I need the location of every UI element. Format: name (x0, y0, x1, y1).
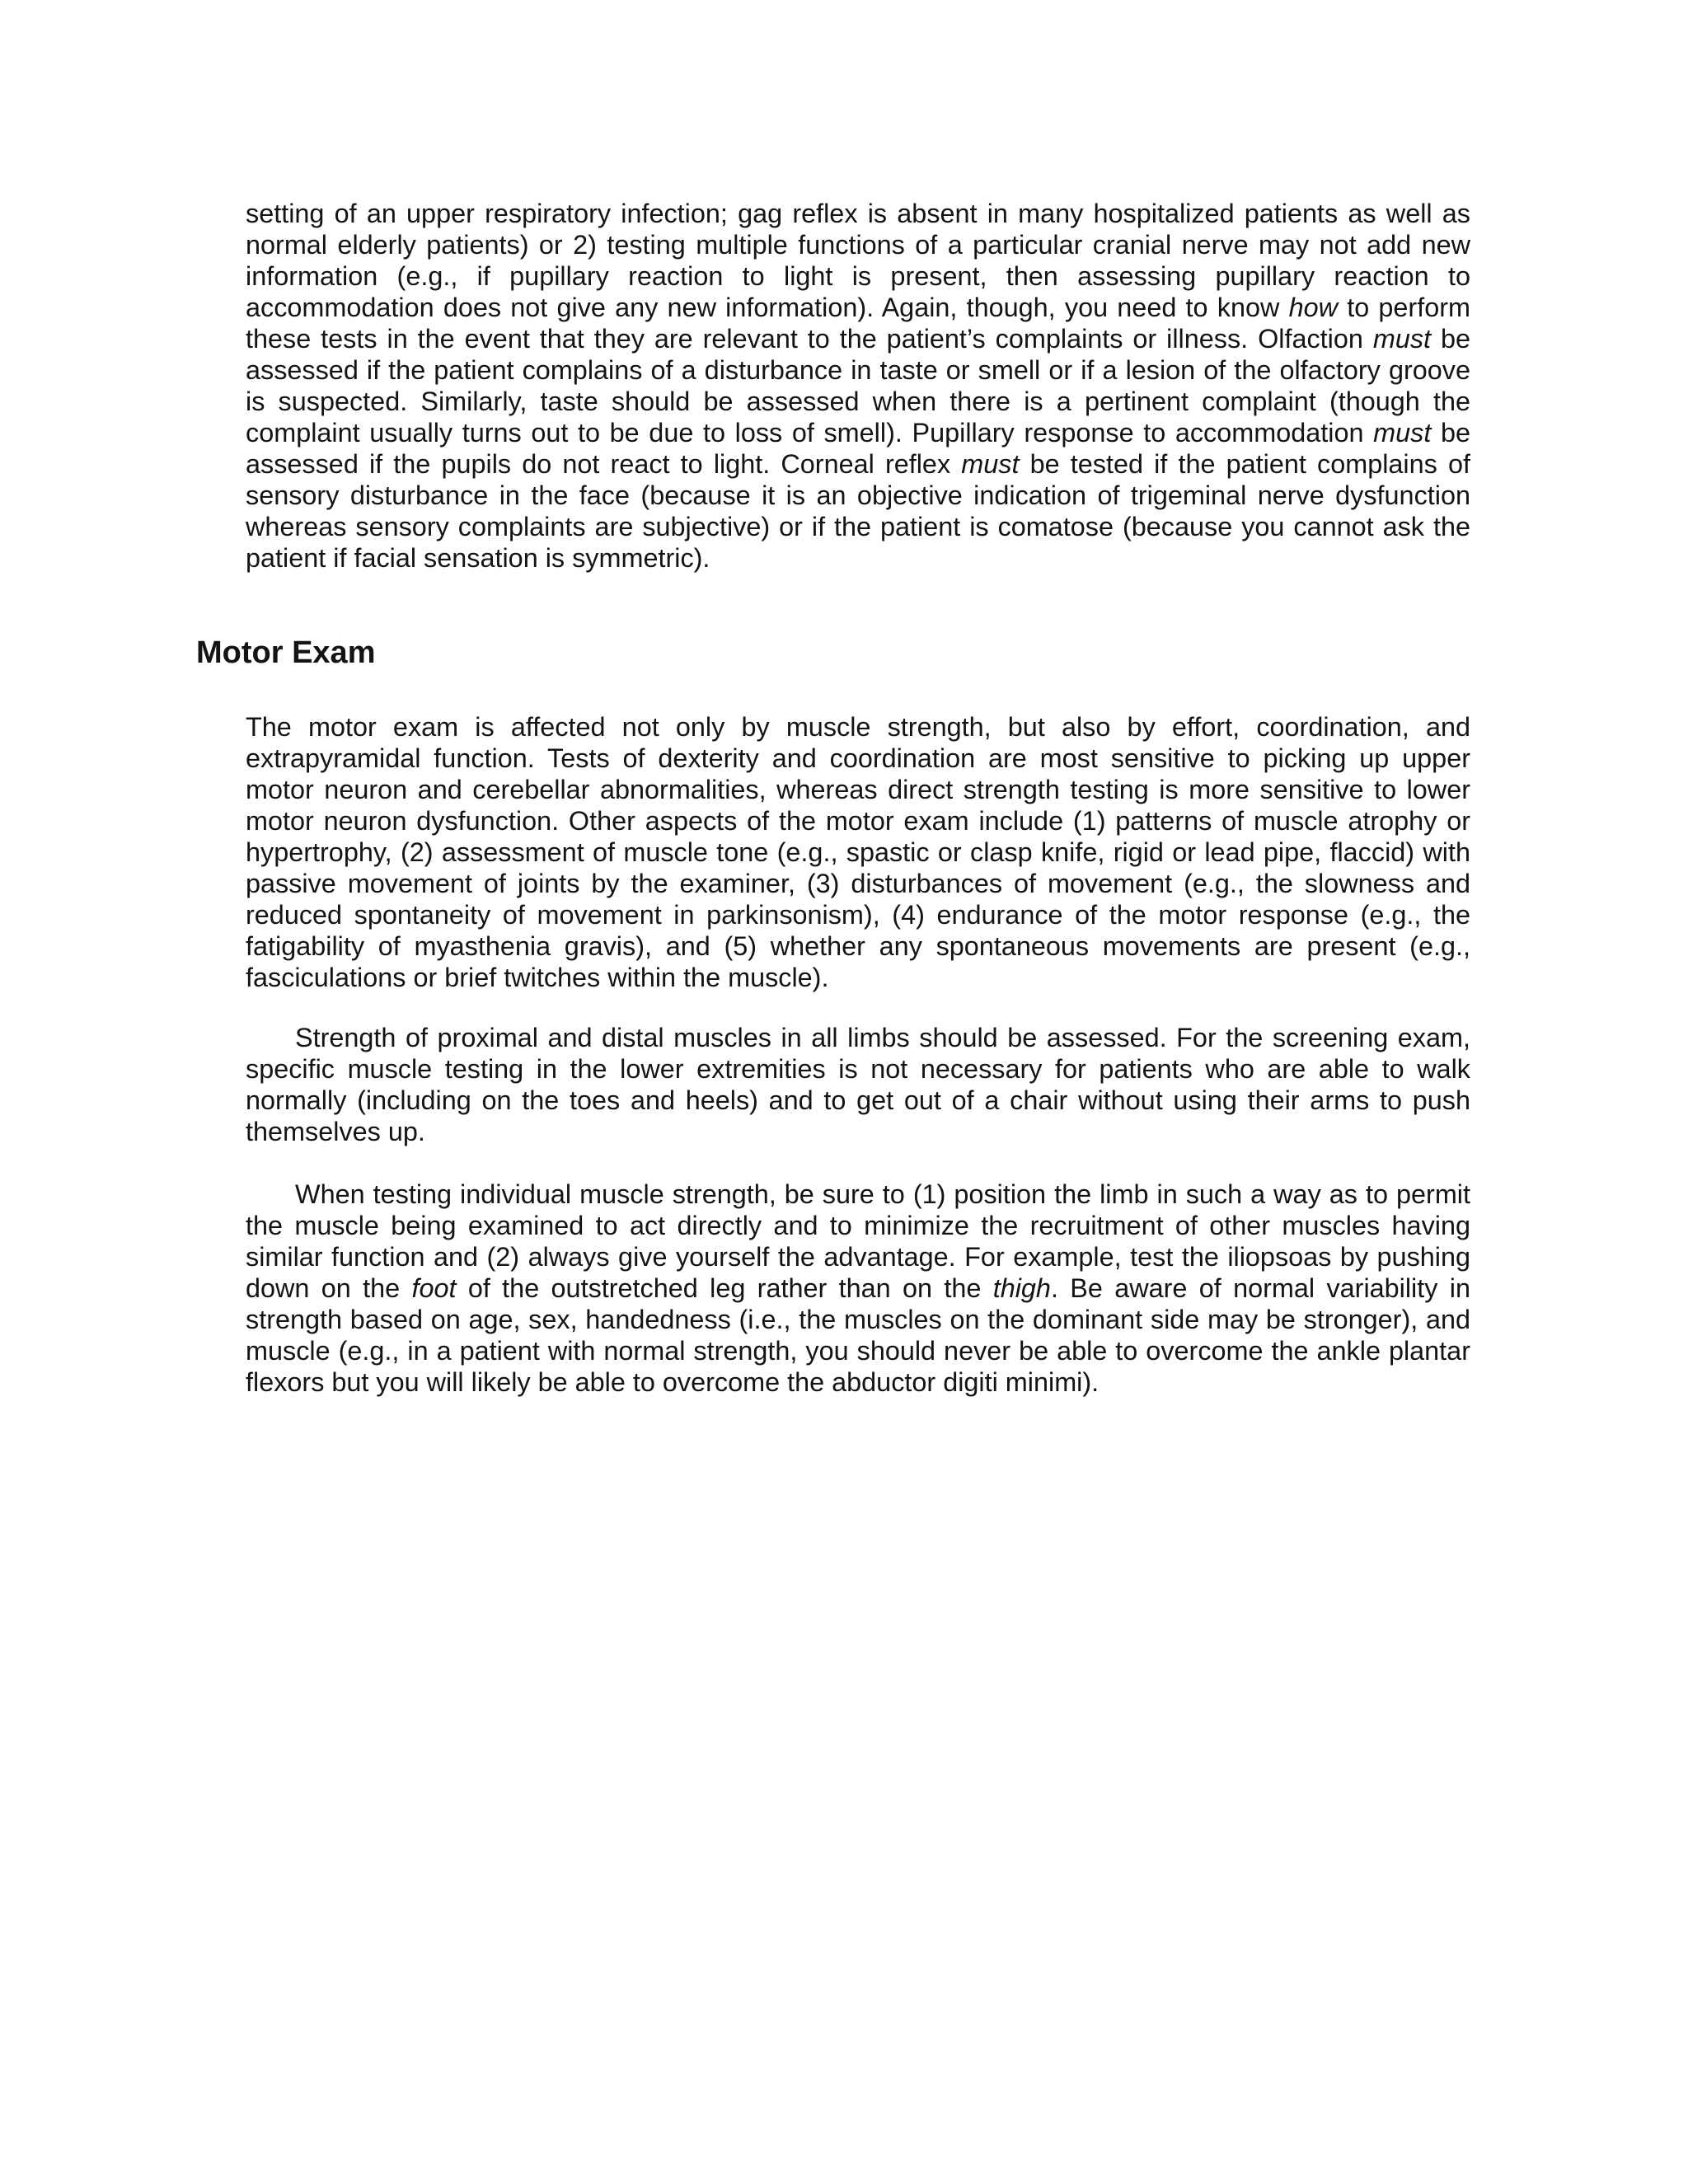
text-run: . Be aware of normal variability in strength based on age, sex, handedness (i.e., the muscles on the dominant side may be stronger), and muscle (e.g., in a patient with normal strength, you should never be able to overcome the ankle plantar flexors but you will likely be able to overcome the abductor digiti minimi). (246, 1273, 1470, 1397)
text-run: When testing individual muscle strength, be sure to (1) position the limb in such a way as to permit the muscle being examined to act directly and to minimize the recruitment of other muscles having similar function and (2) always give yourself the advantage. For example, test the iliopsoas by pushing down on the (246, 1179, 1470, 1303)
text-run: be assessed if the pupils do not react to light. Corneal reflex (246, 418, 1471, 479)
text-run: of the outstretched leg rather than on the (456, 1273, 993, 1303)
section-heading-motor-exam: Motor Exam (196, 635, 376, 670)
text-run: be assessed if the patient complains of a disturbance in taste or smell or if a lesion of the olfactory groove is suspected. Similarly, taste should be assessed when there is a pertinent complaint (though the complaint usually turns out to be due to loss of smell). Pupillary response to accommodation (246, 324, 1471, 448)
text-run: setting of an upper respiratory infection; gag reflex is absent in many hospitalized patients as well as normal elderly patients) or 2) testing multiple functions of a particular cranial nerve may not add new information (e.g., if pupillary reaction to light is present, then assessing pupillary reaction to accommodation does not give any new information). Again, though, you need to know (246, 199, 1470, 322)
paragraph-motor-exam-overview: The motor exam is affected not only by muscle strength, but also by effort, coordination, and extrapyramidal function. Tests of dexterity and coordination are most sensitive to picking up upper motor neuron and cerebellar abnormalities, whereas direct strength testing is more sensitive to lower motor neuron dysfunction. Other aspects of the motor exam include (1) patterns of muscle atrophy or hypertrophy, (2) assessment of muscle tone (e.g., spastic or clasp knife, rigid or lead pipe, flaccid) with passive movement of joints by the examiner, (3) disturbances of movement (e.g., the slowness and reduced spontaneity of movement in parkinsonism), (4) endurance of the motor response (e.g., the fatigability of myasthenia gravis), and (5) whether any spontaneous movements are present (e.g., fasciculations or brief twitches within the muscle). (246, 712, 1470, 992)
paragraph-cranial-nerve-testing (246, 198, 1470, 574)
text-run: be tested if the patient complains of sensory disturbance in the face (because it is an objective indication of trigeminal nerve dysfunction whereas sensory complaints are subjective) or if the patient is comatose (because you cannot ask the patient if facial sensation is symmetric). (246, 449, 1470, 573)
emphasis-how: how (1288, 293, 1338, 322)
paragraph-individual-muscle-testing (246, 1179, 1470, 1398)
emphasis-must: must (961, 449, 1020, 479)
paragraph-limb-strength: Strength of proximal and distal muscles in all limbs should be assessed. For the screening exam, specific muscle testing in the lower extremities is not necessary for patients who are able to walk normally (including on the toes and heels) and to get out of a chair without using their arms to push themselves up. (246, 1023, 1470, 1146)
emphasis-foot: foot (411, 1273, 457, 1303)
text-run: to perform these tests in the event that they are relevant to the patient’s complaints or illness. Olfaction (246, 293, 1471, 354)
emphasis-thigh: thigh (992, 1273, 1051, 1303)
emphasis-must: must (1373, 418, 1432, 448)
emphasis-must: must (1372, 324, 1432, 354)
